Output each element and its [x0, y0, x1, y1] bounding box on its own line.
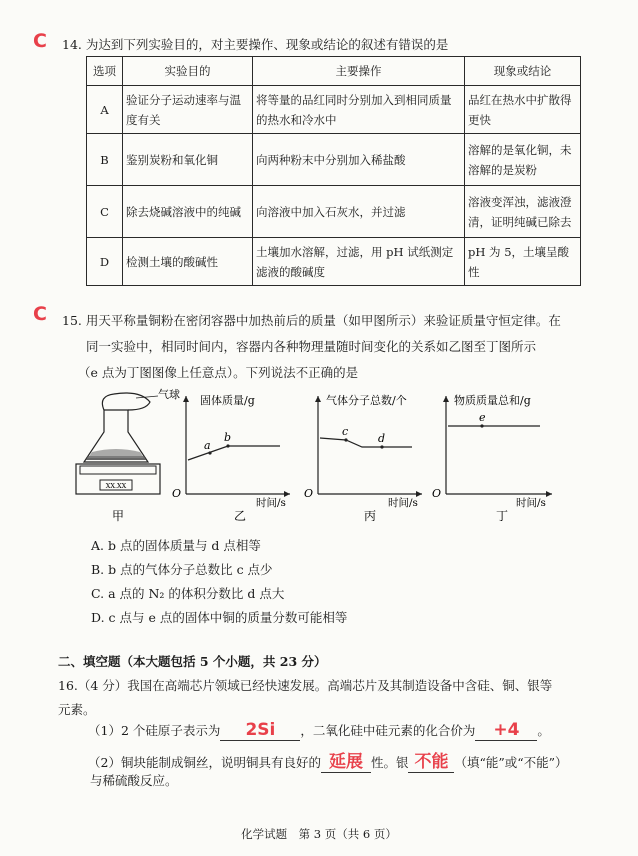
row-purpose: 除去烧碱溶液中的纯碱 — [123, 186, 253, 238]
row-purpose: 检测土壤的酸碱性 — [123, 238, 253, 286]
row-label: C — [87, 186, 123, 238]
header-operation: 主要操作 — [253, 57, 465, 86]
point-c-label: c — [342, 425, 349, 438]
q16-p1-text-b: ，二氧化硅中硅元素的化合价为 — [300, 723, 476, 738]
section2-title: 二、填空题（本大题包括 5 个小题，共 23 分） — [58, 654, 327, 669]
point-a-label: a — [204, 439, 211, 452]
caption-jia: 甲 — [112, 509, 125, 523]
page-footer: 化学试题 第 3 页（共 6 页） — [241, 827, 397, 841]
q16-blank-3 — [321, 747, 371, 773]
balloon-shape — [102, 393, 150, 410]
origin-yi: O — [172, 487, 182, 500]
figure-jia — [76, 387, 180, 523]
row-purpose: 验证分子运动速率与温度有关 — [123, 86, 253, 134]
ylabel-ding: 物质质量总和/g — [454, 394, 531, 407]
figure-bing — [304, 393, 422, 523]
caption-yi: 乙 — [234, 509, 247, 523]
point-e-label: e — [479, 411, 486, 424]
header-purpose: 实验目的 — [123, 57, 253, 86]
balance-pan — [80, 466, 156, 474]
curve-yi — [188, 446, 280, 460]
xlabel-yi: 时间/s — [256, 497, 286, 509]
q16-p2-text-b: 性。银 — [370, 755, 409, 770]
q14-number: 14. — [62, 37, 82, 52]
q16-part2-line2: 与稀硫酸反应。 — [90, 773, 178, 788]
q15-stem-line3: （e 点为丁图图像上任意点）。下列说法不正确的是 — [78, 365, 359, 380]
balance-display-text: XX.XX — [105, 482, 127, 490]
curve-bing — [320, 438, 412, 447]
q15-option-d: D. c 点与 e 点的固体中铜的质量分数可能相等 — [91, 610, 348, 625]
ylabel-bing: 气体分子总数/个 — [326, 394, 407, 407]
figure-ding — [432, 393, 552, 523]
q16-part2 — [88, 747, 568, 773]
q16-part1 — [88, 720, 550, 741]
row-result: 溶解的是氧化铜，未溶解的是炭粉 — [465, 134, 581, 186]
point-d — [380, 445, 383, 448]
row-result: 品红在热水中扩散得更快 — [465, 86, 581, 134]
header-result: 现象或结论 — [465, 57, 581, 86]
ylabel-yi: 固体质量/g — [200, 394, 255, 407]
q14-stem-text: 为达到下列实验目的，对主要操作、现象或结论的叙述有错误的是 — [85, 37, 449, 52]
q16-intro-line1: 16.（4 分）我国在高端芯片领域已经快速发展。高端芯片及其制造设备中含硅、铜、银等 — [58, 678, 553, 693]
q16-p1-text-c: 。 — [537, 723, 550, 738]
q16-p2-text-c: （填“能”或“不能”） — [454, 755, 568, 770]
answer-mark-q14: C — [33, 30, 47, 52]
q16-answer-3: 延展 — [328, 752, 363, 772]
q15-stem-line2: 同一实验中，相同时间内，容器内各种物理量随时间变化的关系如乙图至丁图所示 — [86, 339, 537, 354]
row-label: A — [87, 86, 123, 134]
xlabel-ding: 时间/s — [516, 497, 546, 509]
q15-option-a: A. b 点的固体质量与 d 点相等 — [91, 538, 261, 553]
row-label: D — [87, 238, 123, 286]
row-result: pH 为 5，土壤呈酸性 — [465, 238, 581, 286]
q16-p1-text-a: （1）2 个硅原子表示为 — [88, 723, 221, 738]
caption-ding: 丁 — [496, 509, 509, 523]
q16-answer-2: +4 — [493, 720, 520, 740]
q15-stem-text-1: 用天平称量铜粉在密闭容器中加热前后的质量（如甲图所示）来验证质量守恒定律。在 — [85, 313, 561, 328]
answer-mark-q15: C — [33, 303, 47, 325]
q16-intro-line2: 元素。 — [58, 702, 96, 717]
q16-blank-1 — [220, 720, 300, 741]
row-operation: 将等量的品红同时分别加入到相同质量的热水和冷水中 — [253, 86, 465, 134]
row-label: B — [87, 134, 123, 186]
row-result: 溶液变浑浊，滤液澄清，证明纯碱已除去 — [465, 186, 581, 238]
row-operation: 向两种粉末中分别加入稀盐酸 — [253, 134, 465, 186]
point-c — [344, 438, 347, 441]
point-b-label: b — [224, 431, 232, 444]
balloon-label: 气球 — [158, 388, 180, 401]
q15-option-c: C. a 点的 N₂ 的体积分数比 d 点大 — [91, 586, 285, 601]
q16-answer-1: 2Si — [245, 720, 276, 740]
point-d-label: d — [378, 432, 386, 445]
origin-ding: O — [432, 487, 442, 500]
q16-blank-2 — [475, 720, 537, 741]
point-e — [480, 424, 483, 427]
caption-bing: 丙 — [364, 509, 377, 523]
point-b — [226, 444, 229, 447]
xlabel-bing: 时间/s — [388, 497, 418, 509]
figure-yi — [172, 393, 290, 523]
q16-answer-4: 不能 — [414, 752, 449, 772]
origin-bing: O — [304, 487, 314, 500]
q15-option-b: B. b 点的气体分子总数比 c 点少 — [91, 562, 273, 577]
row-operation: 向溶液中加入石灰水，并过滤 — [253, 186, 465, 238]
row-operation: 土壤加水溶解，过滤，用 pH 试纸测定滤液的酸碱度 — [253, 238, 465, 286]
header-option: 选项 — [87, 57, 123, 86]
q16-p2-text-a: （2）铜块能制成铜丝，说明铜具有良好的 — [88, 755, 321, 770]
q15-number: 15. — [62, 313, 82, 328]
row-purpose: 鉴别炭粉和氧化铜 — [123, 134, 253, 186]
q16-blank-4 — [408, 747, 454, 773]
